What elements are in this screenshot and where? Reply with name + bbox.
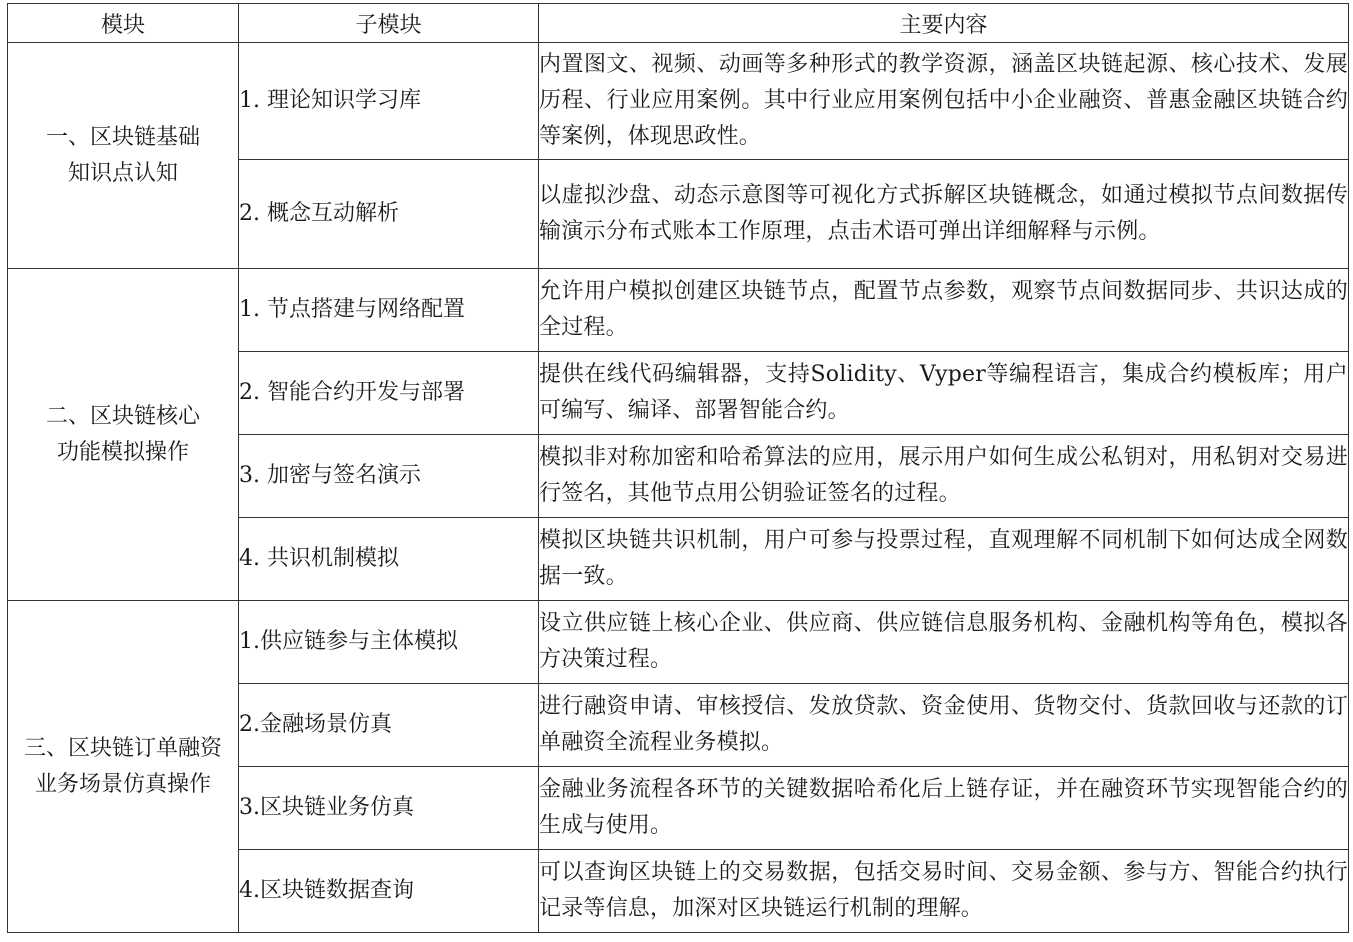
table-row [8, 43, 1349, 160]
content-cell: 内置图文、视频、动画等多种形式的教学资源，涵盖区块链起源、核心技术、发展历程、行业应用案例。其中行业应用案例包括中小企业融资、普惠金融区块链合约等案例，体现思政性。 [539, 43, 1349, 160]
module-label-line1: 一、区块链基础 [45, 124, 200, 150]
submodule-cell: 4.区块链数据查询 [239, 850, 539, 933]
module-cell-3 [8, 601, 239, 933]
content-cell: 金融业务流程各环节的关键数据哈希化后上链存证，并在融资环节实现智能合约的生成与使用。 [539, 767, 1349, 850]
submodule-cell: 2. 智能合约开发与部署 [239, 352, 539, 435]
content-cell: 模拟区块链共识机制，用户可参与投票过程，直观理解不同机制下如何达成全网数据一致。 [539, 518, 1349, 601]
module-label-line2: 业务场景仿真操作 [34, 771, 211, 797]
module-cell-2 [8, 269, 239, 601]
content-cell: 可以查询区块链上的交易数据，包括交易时间、交易金额、参与方、智能合约执行记录等信息，加深对区块链运行机制的理解。 [539, 850, 1349, 933]
module-cell-1 [8, 43, 239, 269]
submodule-cell: 4. 共识机制模拟 [239, 518, 539, 601]
content-cell: 提供在线代码编辑器，支持Solidity、Vyper等编程语言，集成合约模板库；用户可编写、编译、部署智能合约。 [539, 352, 1349, 435]
header-module: 模块 [8, 4, 239, 43]
submodule-cell: 3.区块链业务仿真 [239, 767, 539, 850]
module-label-line1: 二、区块链核心 [45, 403, 200, 429]
content-cell: 允许用户模拟创建区块链节点，配置节点参数，观察节点间数据同步、共识达成的全过程。 [539, 269, 1349, 352]
table-row [8, 601, 1349, 684]
module-label-line2: 功能模拟操作 [56, 439, 189, 465]
submodule-cell: 2.金融场景仿真 [239, 684, 539, 767]
table-row [8, 269, 1349, 352]
module-label-line1: 三、区块链订单融资 [23, 735, 222, 761]
content-cell: 模拟非对称加密和哈希算法的应用，展示用户如何生成公私钥对，用私钥对交易进行签名，其他节点用公钥验证签名的过程。 [539, 435, 1349, 518]
content-cell: 以虚拟沙盘、动态示意图等可视化方式拆解区块链概念，如通过模拟节点间数据传输演示分布式账本工作原理，点击术语可弹出详细解释与示例。 [539, 160, 1349, 269]
module-label-line2: 知识点认知 [67, 160, 178, 186]
submodule-cell: 1. 节点搭建与网络配置 [239, 269, 539, 352]
module-table [7, 3, 1349, 933]
table-header-row [8, 4, 1349, 43]
submodule-cell: 1.供应链参与主体模拟 [239, 601, 539, 684]
content-cell: 设立供应链上核心企业、供应商、供应链信息服务机构、金融机构等角色，模拟各方决策过程。 [539, 601, 1349, 684]
content-cell: 进行融资申请、审核授信、发放贷款、资金使用、货物交付、货款回收与还款的订单融资全流程业务模拟。 [539, 684, 1349, 767]
submodule-cell: 1. 理论知识学习库 [239, 43, 539, 160]
submodule-cell: 2. 概念互动解析 [239, 160, 539, 269]
submodule-cell: 3. 加密与签名演示 [239, 435, 539, 518]
header-content: 主要内容 [539, 4, 1349, 43]
header-submodule: 子模块 [239, 4, 539, 43]
